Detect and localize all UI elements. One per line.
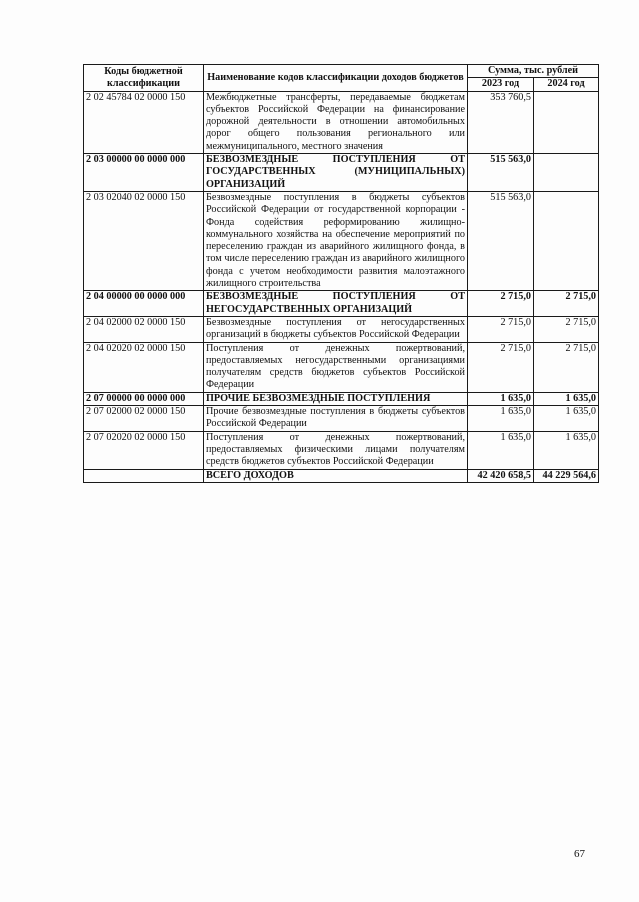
row-value-2023: 2 715,0	[468, 316, 534, 342]
row-value-2024: 1 635,0	[534, 406, 599, 432]
row-value-2024: 2 715,0	[534, 342, 599, 392]
row-code: 2 07 02020 02 0000 150	[84, 431, 204, 469]
row-value-2024: 2 715,0	[534, 316, 599, 342]
total-row	[84, 469, 599, 482]
total-value-2023: 42 420 658,5	[468, 469, 534, 482]
table-header	[84, 65, 599, 92]
row-name: Прочие безвозмездные поступления в бюджеты субъектов Российской Федерации	[204, 406, 468, 432]
total-value-2024: 44 229 564,6	[534, 469, 599, 482]
table-row	[84, 291, 599, 317]
table-row	[84, 431, 599, 469]
row-value-2023: 2 715,0	[468, 342, 534, 392]
table-row	[84, 316, 599, 342]
row-code: 2 03 00000 00 0000 000	[84, 154, 204, 192]
table-row	[84, 342, 599, 392]
row-name: Безвозмездные поступления в бюджеты субъектов Российской Федерации от государственной корпорации - Фонда содействия реформированию жилищно-коммунального хозяйства на обеспечение мероприятий по переселению граждан из аварийного жилищного фонда, в том числе переселению граждан из аварийного жилищного фонда с учетом необходимости развития малоэтажного жилищного строительства	[204, 191, 468, 290]
row-code: 2 04 02020 02 0000 150	[84, 342, 204, 392]
revenue-table	[83, 64, 599, 483]
row-name: Поступления от денежных пожертвований, предоставляемых негосударственными организациями получателям средств бюджетов субъектов Российской Федерации	[204, 342, 468, 392]
header-name: Наименование кодов классификации доходов бюджетов	[204, 65, 468, 92]
row-value-2024: 2 715,0	[534, 291, 599, 317]
row-code: 2 03 02040 02 0000 150	[84, 191, 204, 290]
header-sum: Сумма, тыс. рублей	[468, 65, 599, 78]
table-row	[84, 392, 599, 405]
row-value-2023: 515 563,0	[468, 191, 534, 290]
header-year-2023: 2023 год	[468, 78, 534, 91]
row-value-2023: 2 715,0	[468, 291, 534, 317]
header-code: Коды бюджетной классификации	[84, 65, 204, 92]
row-code: 2 07 00000 00 0000 000	[84, 392, 204, 405]
row-value-2024: 1 635,0	[534, 431, 599, 469]
page-number: 67	[574, 848, 585, 860]
table-row	[84, 154, 599, 192]
row-value-2023: 1 635,0	[468, 431, 534, 469]
row-value-2023: 1 635,0	[468, 406, 534, 432]
header-year-2024: 2024 год	[534, 78, 599, 91]
row-code: 2 04 00000 00 0000 000	[84, 291, 204, 317]
row-value-2024	[534, 91, 599, 153]
row-value-2023: 1 635,0	[468, 392, 534, 405]
row-name: Безвозмездные поступления от негосударственных организаций в бюджеты субъектов Российской Федерации	[204, 316, 468, 342]
row-name: Межбюджетные трансферты, передаваемые бюджетам субъектов Российской Федерации на финансирование дорожной деятельности в отношении автомобильных дорог общего пользования регионального или межмуниципального, местного значения	[204, 91, 468, 153]
row-name: Поступления от денежных пожертвований, предоставляемых физическими лицами получателям средств бюджетов субъектов Российской Федерации	[204, 431, 468, 469]
row-value-2024	[534, 191, 599, 290]
table-row	[84, 91, 599, 153]
table-body	[84, 91, 599, 482]
row-value-2023: 515 563,0	[468, 154, 534, 192]
row-value-2023: 353 760,5	[468, 91, 534, 153]
row-code	[84, 469, 204, 482]
row-value-2024: 1 635,0	[534, 392, 599, 405]
row-name: БЕЗВОЗМЕЗДНЫЕ ПОСТУПЛЕНИЯ ОТ ГОСУДАРСТВЕННЫХ (МУНИЦИПАЛЬНЫХ) ОРГАНИЗАЦИЙ	[204, 154, 468, 192]
total-label: ВСЕГО ДОХОДОВ	[204, 469, 468, 482]
row-code: 2 04 02000 02 0000 150	[84, 316, 204, 342]
table-row	[84, 406, 599, 432]
row-code: 2 07 02000 02 0000 150	[84, 406, 204, 432]
table-row	[84, 191, 599, 290]
row-value-2024	[534, 154, 599, 192]
row-name: БЕЗВОЗМЕЗДНЫЕ ПОСТУПЛЕНИЯ ОТ НЕГОСУДАРСТВЕННЫХ ОРГАНИЗАЦИЙ	[204, 291, 468, 317]
row-code: 2 02 45784 02 0000 150	[84, 91, 204, 153]
row-name: ПРОЧИЕ БЕЗВОЗМЕЗДНЫЕ ПОСТУПЛЕНИЯ	[204, 392, 468, 405]
